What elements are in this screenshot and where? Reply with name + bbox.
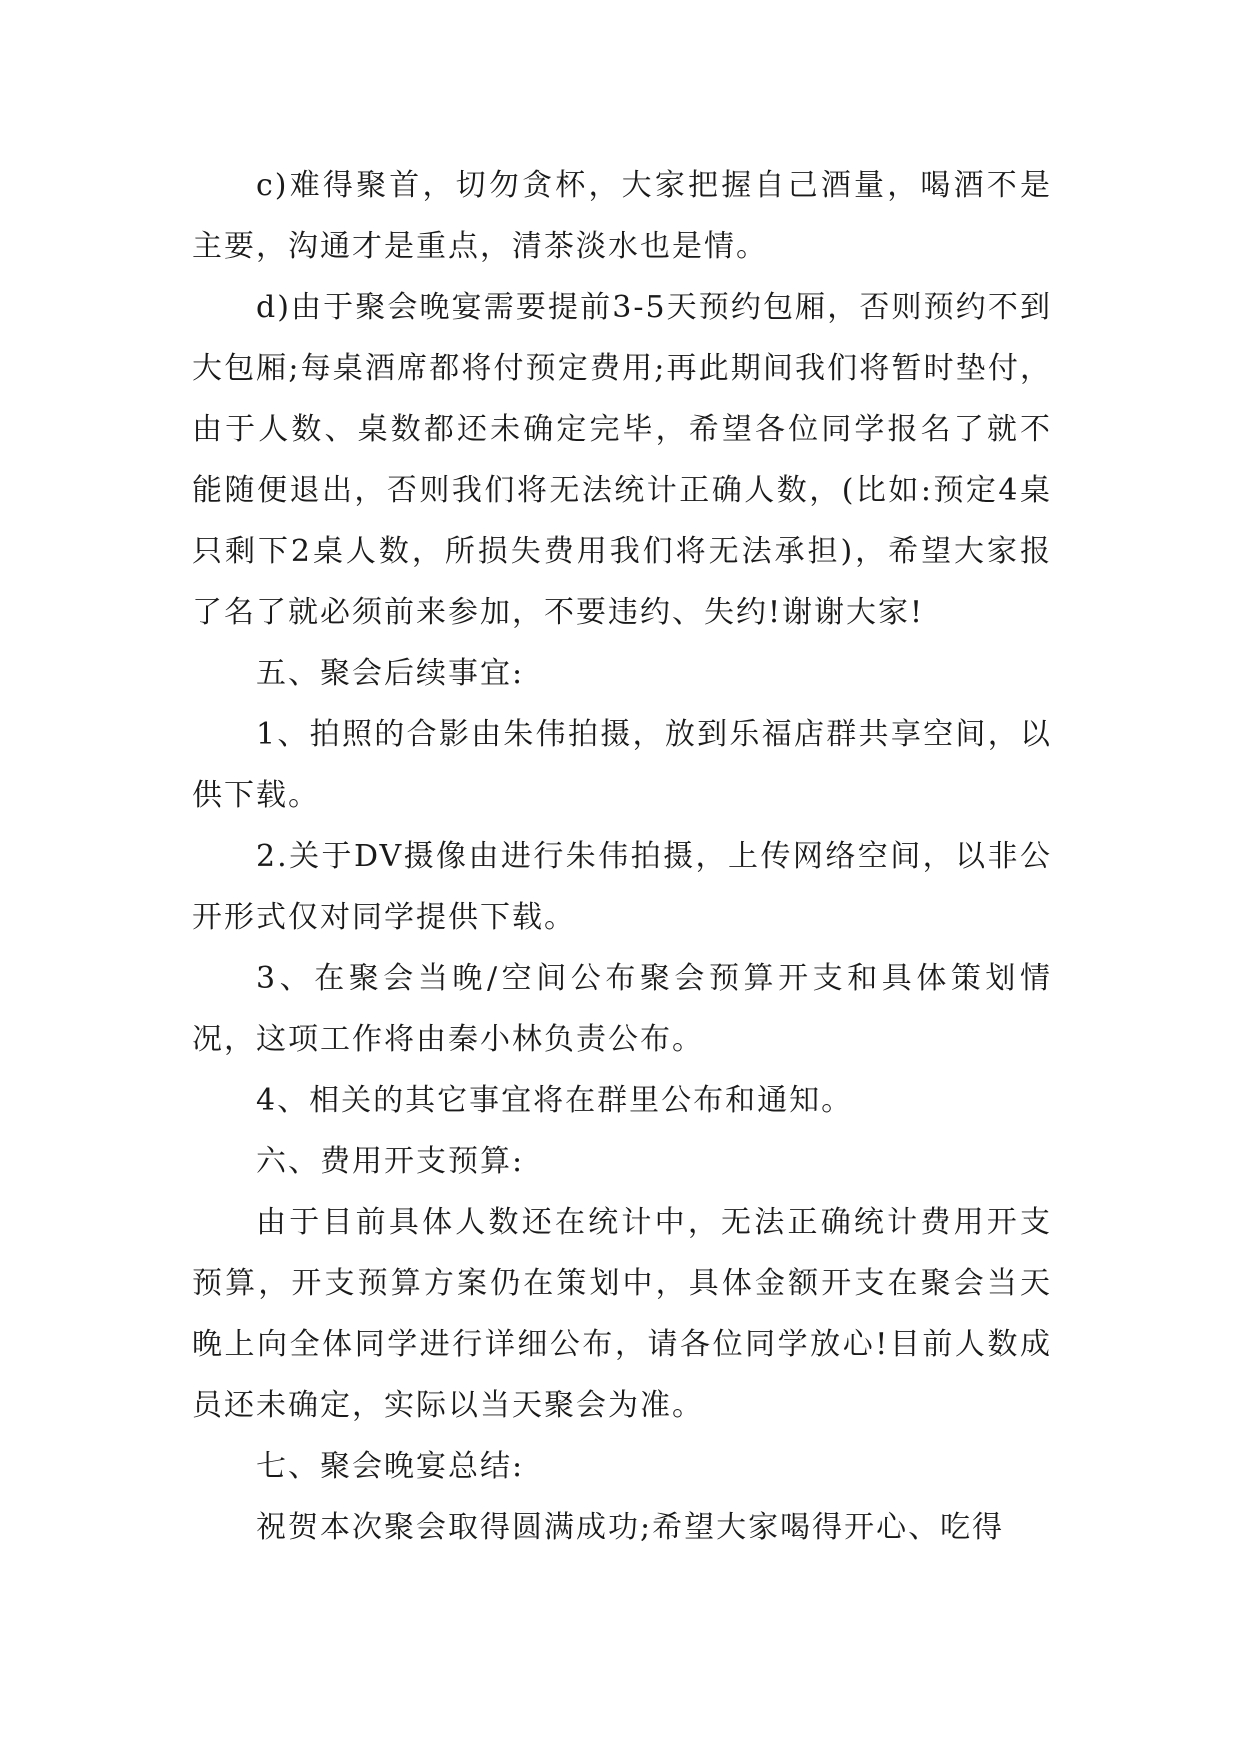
section-heading-budget: 六、费用开支预算: (256, 1144, 525, 1179)
paragraph-item-2-video: 2.关于DV摄像由进行朱伟拍摄，上传网络空间，以非公开形式仅对同学提供下载。 (192, 839, 1052, 935)
paragraph-d-reservation-note: d)由于聚会晚宴需要提前3-5天预约包厢，否则预约不到大包厢;每桌酒席都将付预定费用;再此期间我们将暂时垫付，由于人数、桌数都还未确定完毕，希望各位同学报名了就不能随便退出，否则我们将无法统计正确人数，(比如:预定4桌只剩下2桌人数，所损失费用我们将无法承担)，希望大家报了名了就必须前来参加，不要违约、失约!谢谢大家! (192, 290, 1052, 630)
paragraph-summary: 祝贺本次聚会取得圆满成功;希望大家喝得开心、吃得 (256, 1510, 1005, 1545)
paragraph-budget-details: 由于目前具体人数还在统计中，无法正确统计费用开支预算，开支预算方案仍在策划中，具体金额开支在聚会当天晚上向全体同学进行详细公布，请各位同学放心!目前人数成员还未确定，实际以当天聚会为准。 (192, 1205, 1052, 1423)
paragraph-item-1-photos: 1、拍照的合影由朱伟拍摄，放到乐福店群共享空间，以供下载。 (192, 717, 1052, 813)
section-heading-summary: 七、聚会晚宴总结: (256, 1449, 525, 1484)
section-heading-follow-up: 五、聚会后续事宜: (256, 656, 525, 691)
paragraph-item-3-budget-announcement: 3、在聚会当晚/空间公布聚会预算开支和具体策划情况，这项工作将由秦小林负责公布。 (192, 961, 1052, 1057)
document-body (192, 155, 1052, 1558)
paragraph-item-4-other-matters: 4、相关的其它事宜将在群里公布和通知。 (256, 1083, 854, 1118)
paragraph-c-drinking-note: c)难得聚首，切勿贪杯，大家把握自己酒量，喝酒不是主要，沟通才是重点，清茶淡水也是情。 (192, 168, 1052, 264)
